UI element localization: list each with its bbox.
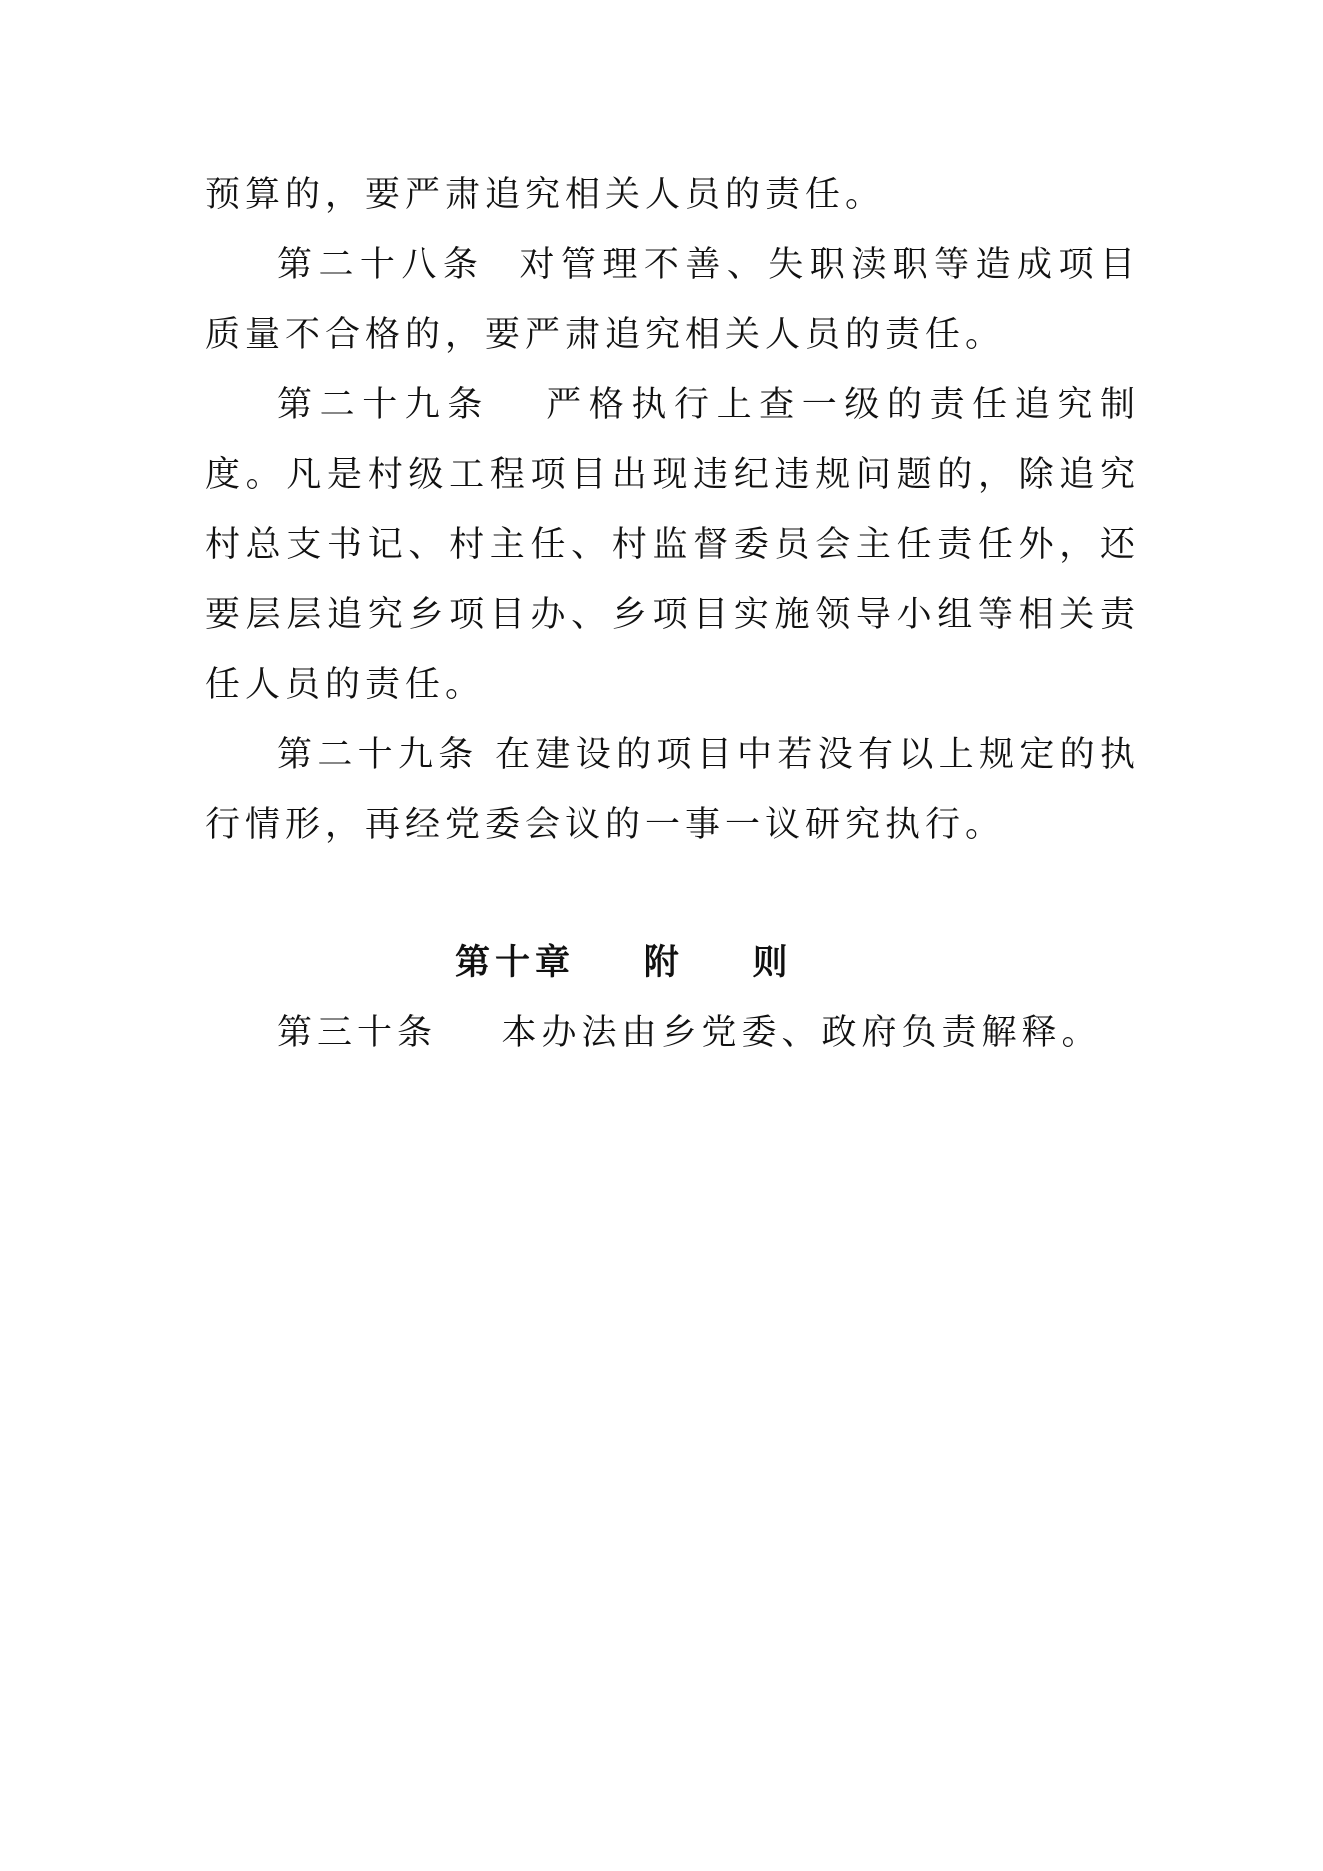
article-label: 第三十条 [277,1013,502,1053]
article-29-second [205,720,1140,860]
article-label: 第二十八条 [277,245,520,285]
chapter-heading: 第十章 附 则 [455,943,793,983]
article-28 [205,230,1140,370]
article-30 [205,998,1140,1068]
article-label: 第二十九条 [277,735,496,775]
article-29-first [205,370,1140,720]
article-label: 第二十九条 [277,385,547,425]
document-body [205,160,1140,1068]
paragraph-continuation [205,160,1140,230]
article-text: 对管理不善、失职渎职等造成项目质量不合格的，要严肃追究相关人员的责任。 [205,245,1140,355]
paragraph-text: 预算的，要严肃追究相关人员的责任。 [205,175,886,215]
article-text: 严格执行上查一级的责任追究制度。凡是村级工程项目出现违纪违规问题的，除追究村总支书记、村主任、村监督委员会主任责任外，还要层层追究乡项目办、乡项目实施领导小组等相关责任人员的责任。 [205,385,1140,705]
article-text: 在建设的项目中若没有以上规定的执行情形，再经党委会议的一事一议研究执行。 [205,735,1140,845]
article-text: 本办法由乡党委、政府负责解释。 [501,1013,1102,1053]
